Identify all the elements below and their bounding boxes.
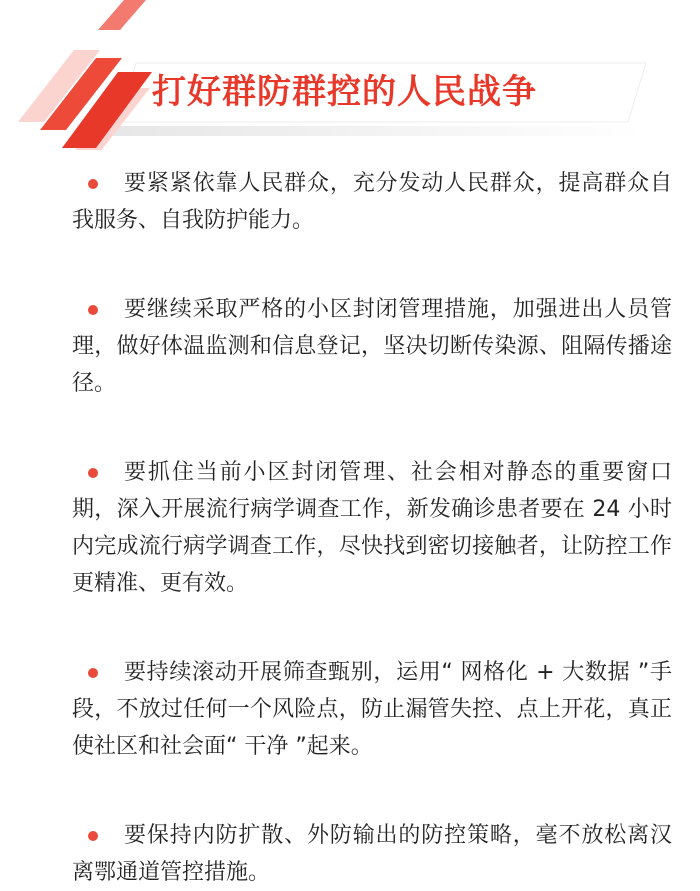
page-title: 打好群防群控的人民战争 bbox=[152, 72, 537, 112]
bullet-dot-icon bbox=[88, 305, 98, 315]
list-item bbox=[72, 817, 672, 891]
bullet-dot-icon bbox=[88, 179, 98, 189]
bullet-dot-icon bbox=[88, 831, 98, 841]
list-item-text: 要持续滚动开展筛查甄别，运用“ 网格化 + 大数据 ”手段，不放过任何一个风险点，防止漏管失控、点上开花，真正使社区和社会面“ 干净 ”起来。 bbox=[72, 660, 672, 759]
list-item bbox=[72, 165, 672, 239]
list-item bbox=[72, 291, 672, 402]
list-item-text: 要紧紧依靠人民群众，充分发动人民群众，提高群众自我服务、自我防护能力。 bbox=[72, 171, 672, 233]
list-item bbox=[72, 454, 672, 602]
title-band-shadow bbox=[112, 126, 646, 136]
list-item-text: 要抓住当前小区封闭管理、社会相对静态的重要窗口期，深入开展流行病学调查工作，新发确诊患者要在 24 小时内完成流行病学调查工作，尽快找到密切接触者，让防控工作更精准、更有效。 bbox=[72, 460, 672, 596]
list-item bbox=[72, 654, 672, 765]
measures-list bbox=[72, 165, 672, 891]
list-item-text: 要保持内防扩散、外防输出的防控策略，毫不放松离汉离鄂通道管控措施。 bbox=[72, 823, 672, 885]
header-banner bbox=[0, 0, 700, 150]
deco-stripe-red-3 bbox=[98, 0, 146, 30]
bullet-dot-icon bbox=[88, 668, 98, 678]
bullet-dot-icon bbox=[88, 468, 98, 478]
list-item-text: 要继续采取严格的小区封闭管理措施，加强进出人员管理，做好体温监测和信息登记，坚决切断传染源、阻隔传播途径。 bbox=[72, 297, 672, 396]
